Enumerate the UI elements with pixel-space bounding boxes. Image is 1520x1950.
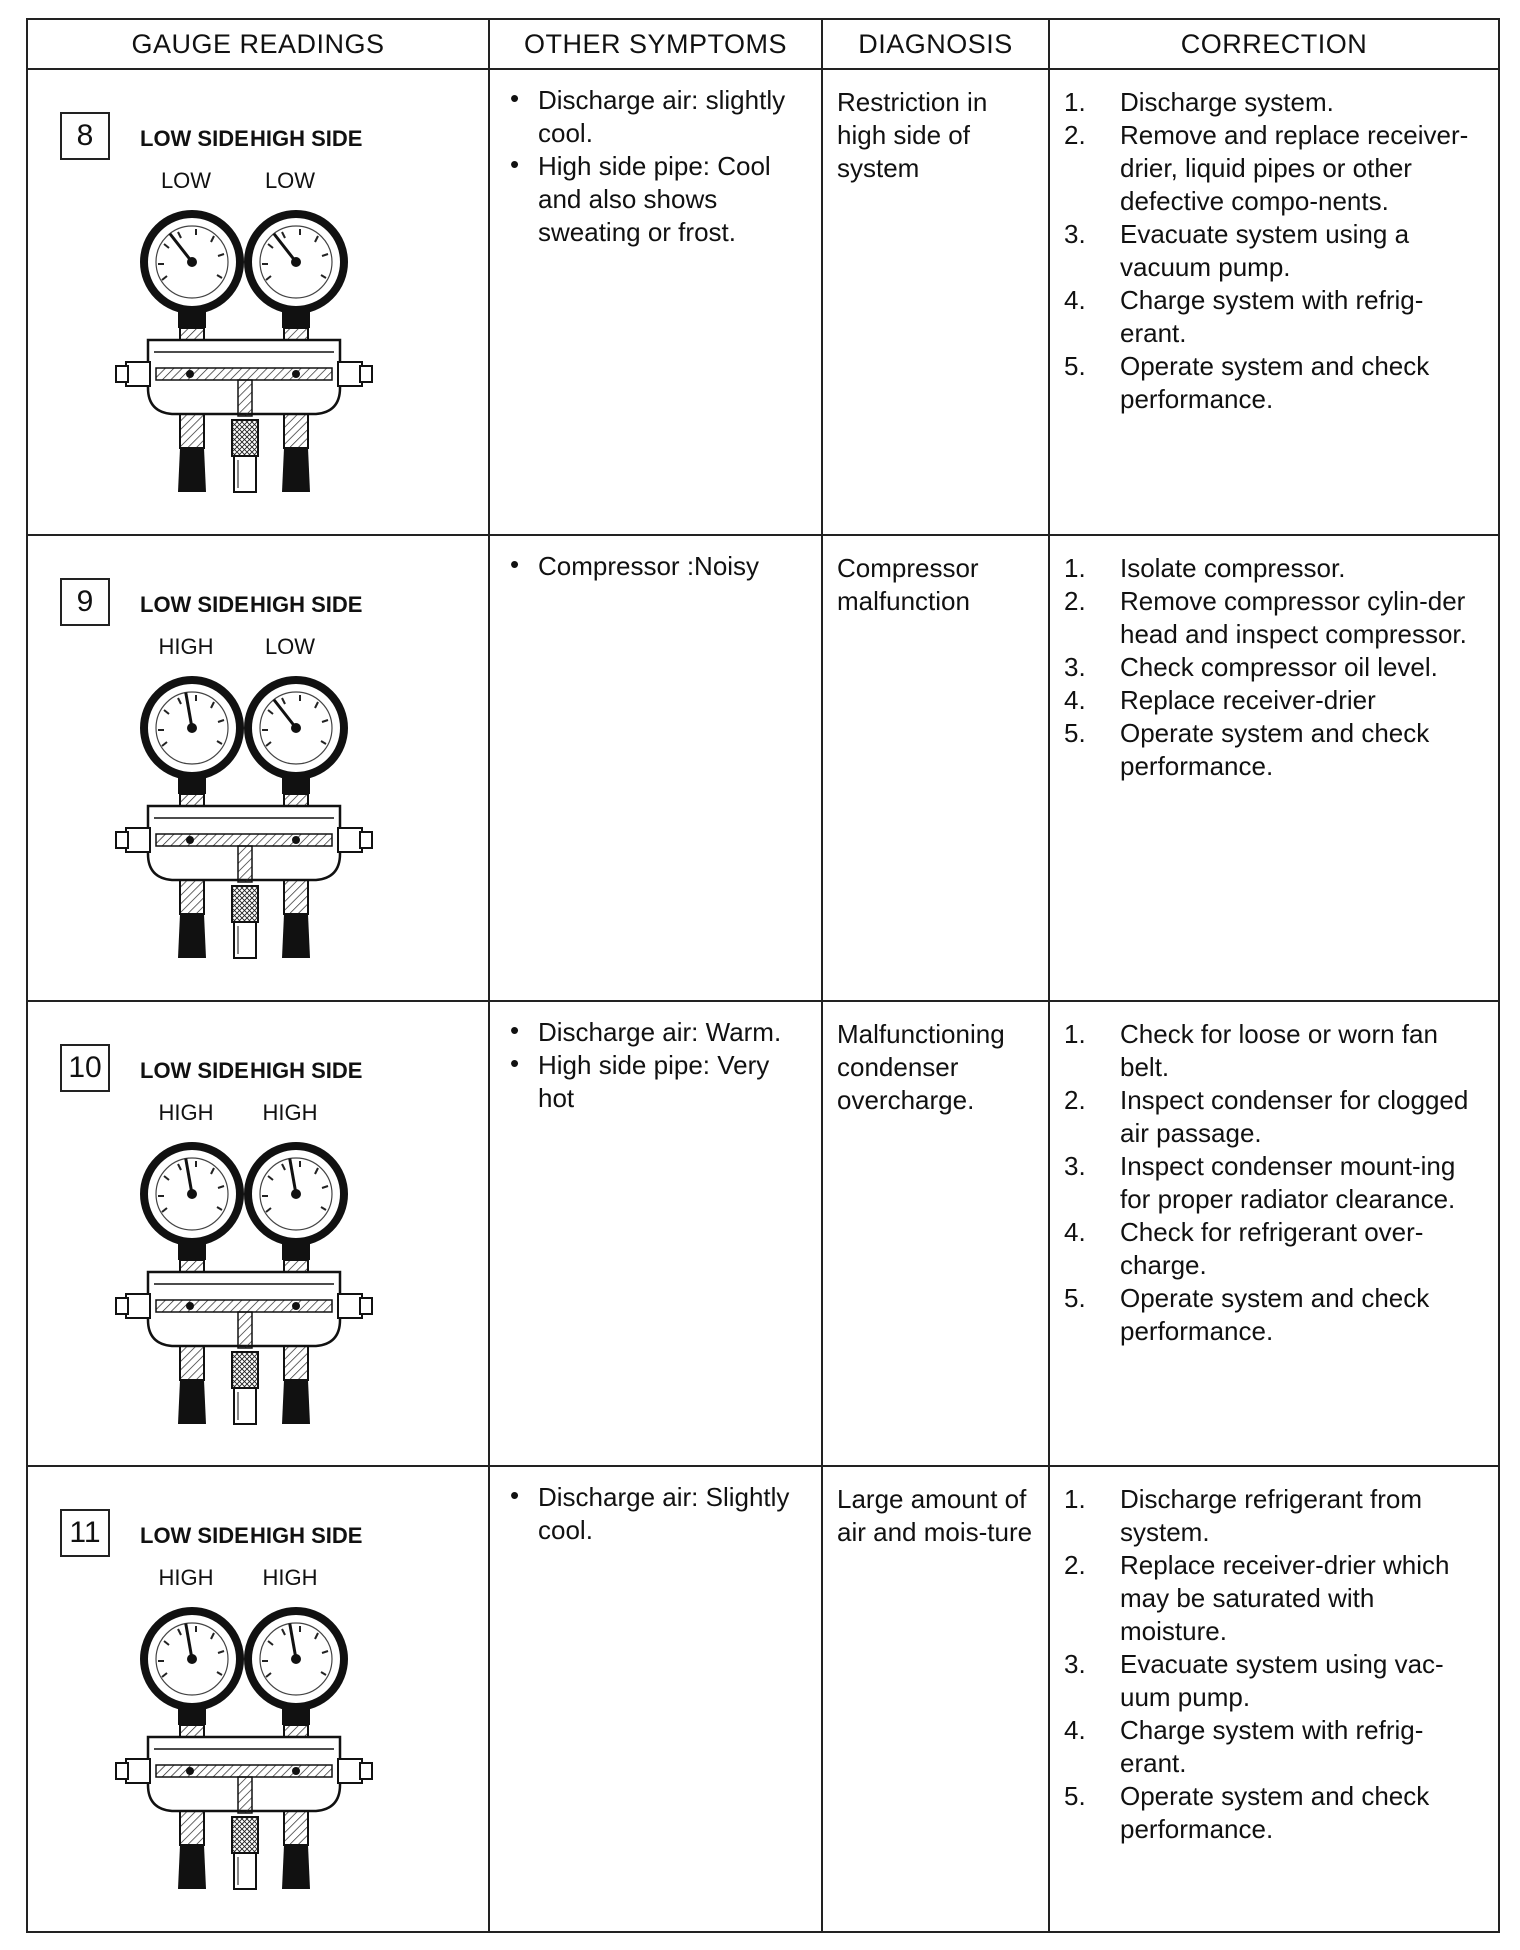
diagnosis-text: Large amount of air and mois-ture	[837, 1484, 1033, 1548]
table-row	[27, 1001, 1499, 1467]
step-text: Check for loose or worn fan belt.	[1120, 1018, 1438, 1082]
step-number: 1.	[1064, 87, 1086, 117]
low-side-label: LOW SIDE	[140, 1057, 249, 1083]
correction-step	[1064, 717, 1488, 783]
low-side-gauge	[144, 680, 240, 794]
symptom-item: • High side pipe: Very hot	[510, 1049, 811, 1115]
high-side-reading: HIGH	[262, 1099, 318, 1125]
step-text: Isolate compressor.	[1120, 552, 1346, 583]
step-text: Remove compressor cylin-der head and inspect compressor.	[1120, 585, 1467, 649]
step-number: 4.	[1064, 1715, 1086, 1746]
step-text: Replace receiver-drier which may be saturated with moisture.	[1120, 1550, 1450, 1647]
step-text: Operate system and check performance.	[1120, 717, 1430, 781]
correction-step	[1064, 1150, 1488, 1216]
header-diagnosis: DIAGNOSIS	[822, 19, 1049, 69]
step-text: Operate system and check performance.	[1120, 1282, 1430, 1346]
symptom-list	[490, 70, 821, 249]
step-number: 4.	[1064, 684, 1086, 715]
step-text: Discharge refrigerant from system.	[1120, 1484, 1422, 1548]
step-number: 5.	[1064, 717, 1086, 748]
step-text: Charge system with refrig-erant.	[1120, 285, 1424, 348]
correction-step	[1064, 1084, 1488, 1150]
high-side-reading: LOW	[264, 633, 316, 659]
header-other-symptoms: OTHER SYMPTOMS	[489, 19, 822, 69]
low-side-label: LOW SIDE	[140, 591, 249, 617]
correction-step	[1064, 86, 1488, 119]
correction-step	[1064, 284, 1488, 350]
symptom-item: • Discharge air: Slightly cool.	[510, 1481, 811, 1547]
high-side-label: HIGH SIDE	[250, 126, 363, 151]
step-text: Inspect condenser mount-ing for proper radiator clearance.	[1120, 1150, 1456, 1214]
manifold-gauge-set-illustration	[112, 1589, 422, 1919]
step-text: Check for refrigerant over-charge.	[1120, 1216, 1424, 1280]
step-number: 3.	[1064, 1649, 1086, 1680]
correction-step	[1064, 1216, 1488, 1282]
step-number: 5.	[1064, 1781, 1086, 1812]
step-number: 3.	[1064, 651, 1086, 682]
low-side-gauge	[144, 1146, 240, 1260]
low-side-gauge	[144, 1611, 240, 1725]
step-text: Operate system and check performance.	[1120, 1781, 1430, 1845]
other-symptoms-cell	[489, 535, 822, 1001]
step-text: Operate system and check performance.	[1120, 351, 1430, 414]
step-number: 1.	[1064, 1018, 1086, 1049]
diagnosis-cell	[822, 1466, 1049, 1932]
case-number: 11	[60, 1509, 110, 1557]
table-row	[27, 535, 1499, 1001]
high-side-label: HIGH SIDE	[250, 591, 363, 617]
symptom-item: • Compressor :Noisy	[510, 550, 811, 583]
correction-step	[1064, 1714, 1488, 1780]
step-text: Check compressor oil level.	[1120, 651, 1438, 682]
case-number: 9	[60, 578, 110, 626]
step-text: Discharge system.	[1120, 87, 1334, 117]
correction-step	[1064, 585, 1488, 651]
low-side-label: LOW SIDE	[140, 126, 249, 151]
step-text: Replace receiver-drier	[1120, 684, 1376, 715]
high-side-reading: LOW	[264, 168, 316, 193]
low-side-reading: HIGH	[158, 633, 214, 659]
low-side-label: LOW SIDE	[140, 1523, 249, 1549]
header-correction: CORRECTION	[1049, 19, 1499, 69]
manifold-gauge-set-illustration	[112, 658, 422, 988]
other-symptoms-cell	[489, 1466, 822, 1932]
step-number: 2.	[1064, 1550, 1086, 1581]
case-number: 8	[60, 112, 110, 160]
correction-step	[1064, 1780, 1488, 1846]
diagnosis-text: Compressor malfunction	[837, 552, 979, 616]
correction-step	[1064, 1282, 1488, 1348]
correction-cell	[1049, 1001, 1499, 1467]
low-side-reading: LOW	[160, 168, 212, 193]
other-symptoms-cell	[489, 1001, 822, 1467]
symptom-item: • Discharge air: Warm.	[510, 1016, 811, 1049]
step-text: Evacuate system using vac-uum pump.	[1120, 1649, 1444, 1713]
high-side-gauge	[248, 680, 344, 794]
step-number: 3.	[1064, 1150, 1086, 1181]
step-text: Remove and replace receiver-drier, liquid pipes or other defective compo-nents.	[1120, 120, 1469, 216]
correction-step	[1064, 651, 1488, 684]
gauge-readings-cell	[27, 1466, 489, 1932]
high-side-label: HIGH SIDE	[250, 1523, 363, 1549]
step-text: Evacuate system using a vacuum pump.	[1120, 219, 1410, 282]
high-side-gauge	[248, 1611, 344, 1725]
gauge-readings-cell	[27, 69, 489, 535]
correction-step	[1064, 1648, 1488, 1714]
step-text: Charge system with refrig-erant.	[1120, 1715, 1424, 1779]
case-number: 10	[60, 1044, 110, 1092]
step-number: 2.	[1064, 1084, 1086, 1115]
diagnosis-text: Malfunctioning condenser overcharge.	[837, 1018, 1005, 1115]
correction-steps	[1050, 1467, 1498, 1846]
diagnosis-table	[26, 18, 1500, 1933]
high-side-gauge	[248, 214, 344, 328]
correction-step	[1064, 552, 1488, 585]
symptom-item: • High side pipe: Cool and also shows sweating or frost.	[510, 150, 811, 249]
correction-step	[1064, 1483, 1488, 1549]
symptom-list	[490, 1002, 821, 1115]
high-side-label: HIGH SIDE	[250, 1057, 363, 1083]
correction-steps	[1050, 1002, 1498, 1348]
step-number: 1.	[1064, 552, 1086, 583]
correction-cell	[1049, 1466, 1499, 1932]
step-text: Inspect condenser for clogged air passage.	[1120, 1084, 1469, 1148]
manifold-gauge-set-illustration	[112, 192, 422, 522]
table-row	[27, 69, 1499, 535]
step-number: 3.	[1064, 219, 1086, 249]
step-number: 4.	[1064, 1216, 1086, 1247]
diagnosis-cell	[822, 69, 1049, 535]
correction-step	[1064, 350, 1488, 416]
symptom-item: • Discharge air: slightly cool.	[510, 84, 811, 150]
high-side-reading: HIGH	[262, 1565, 318, 1591]
correction-step	[1064, 684, 1488, 717]
low-side-reading: HIGH	[158, 1565, 214, 1591]
correction-cell	[1049, 69, 1499, 535]
table-row	[27, 1466, 1499, 1932]
correction-steps	[1050, 536, 1498, 783]
low-side-reading: HIGH	[158, 1099, 214, 1125]
diagnosis-cell	[822, 535, 1049, 1001]
step-number: 2.	[1064, 120, 1086, 150]
step-number: 1.	[1064, 1484, 1086, 1515]
correction-cell	[1049, 535, 1499, 1001]
step-number: 4.	[1064, 285, 1086, 315]
gauge-readings-cell	[27, 535, 489, 1001]
step-number: 2.	[1064, 585, 1086, 616]
symptom-list	[490, 1467, 821, 1547]
diagnosis-text: Restriction in high side of system	[837, 87, 988, 183]
correction-step	[1064, 1549, 1488, 1648]
correction-step	[1064, 218, 1488, 284]
manifold-gauge-set-illustration	[112, 1124, 422, 1454]
low-side-gauge	[144, 214, 240, 328]
correction-steps	[1050, 70, 1498, 416]
correction-step	[1064, 119, 1488, 218]
symptom-list	[490, 536, 821, 583]
step-number: 5.	[1064, 351, 1086, 381]
gauge-readings-cell	[27, 1001, 489, 1467]
diagnosis-cell	[822, 1001, 1049, 1467]
step-number: 5.	[1064, 1282, 1086, 1313]
correction-step	[1064, 1018, 1488, 1084]
header-row	[27, 19, 1499, 69]
high-side-gauge	[248, 1146, 344, 1260]
header-gauge-readings: GAUGE READINGS	[27, 19, 489, 69]
other-symptoms-cell	[489, 69, 822, 535]
